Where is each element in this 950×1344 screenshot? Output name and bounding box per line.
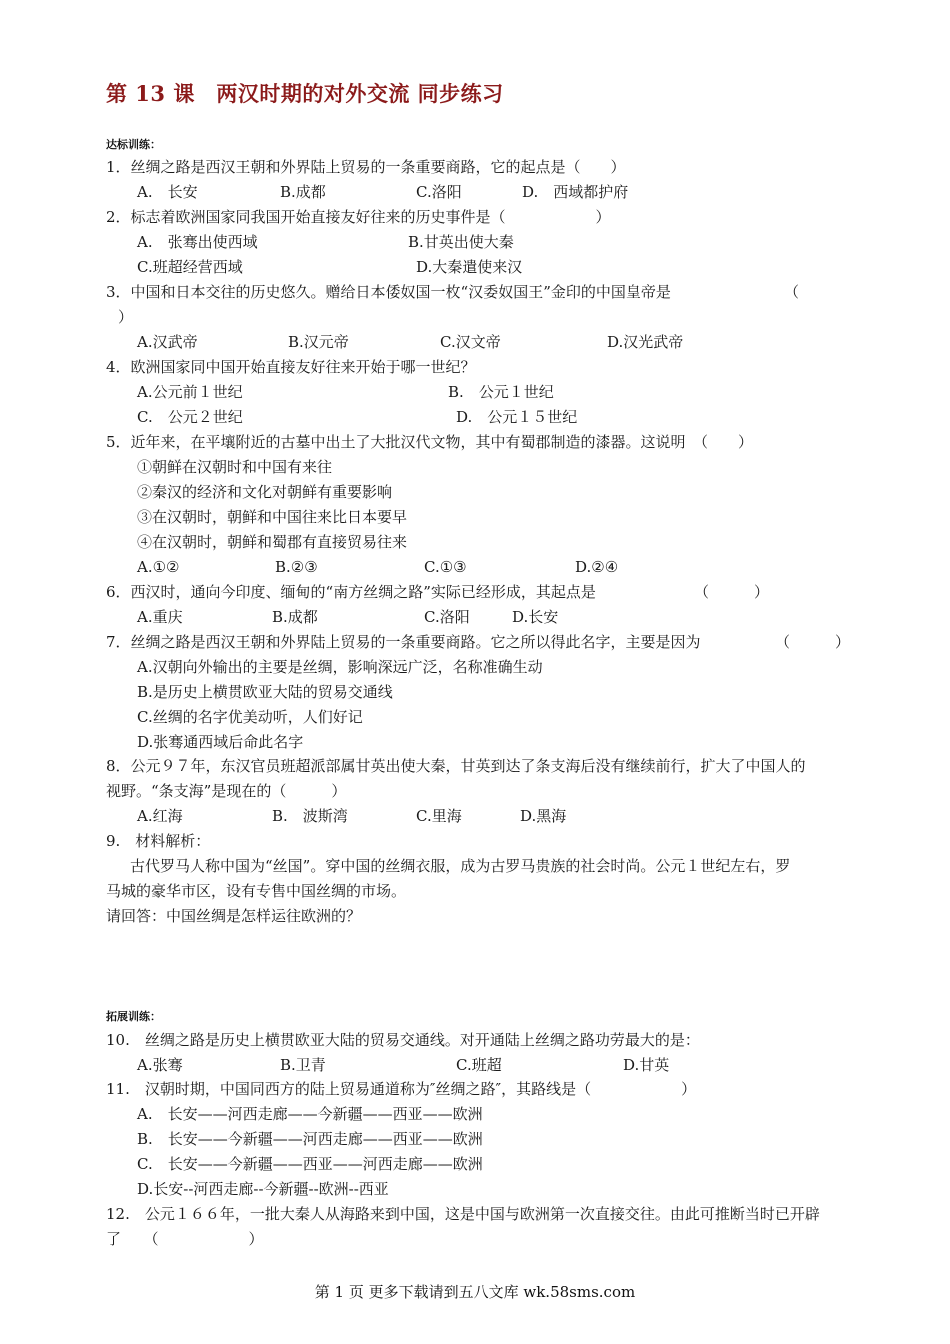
question-8-option-d: D.黑海 bbox=[520, 807, 567, 825]
question-7-option-b: B.是历史上横贯欧亚大陆的贸易交通线 bbox=[137, 683, 393, 701]
section-heading-extended: 拓展训练： bbox=[106, 1010, 161, 1023]
question-1-stem: 1．丝绸之路是西汉王朝和外界陆上贸易的一条重要商路，它的起点是（ ） bbox=[106, 158, 626, 176]
question-6-option-a: A.重庆 bbox=[137, 608, 183, 626]
question-6-option-b: B.成都 bbox=[272, 608, 318, 626]
page-title: 第 13 课 两汉时期的对外交流 同步练习 bbox=[106, 81, 504, 106]
question-10-option-b: B.卫青 bbox=[280, 1056, 326, 1074]
question-10-option-c: C.班超 bbox=[456, 1056, 502, 1074]
question-5-statement-4: ④在汉朝时，朝鲜和蜀郡有直接贸易往来 bbox=[137, 533, 408, 551]
question-2-stem: 2．标志着欧洲国家同我国开始直接友好往来的历史事件是（ ） bbox=[106, 208, 611, 226]
question-9-label: 9. 材料解析： bbox=[106, 832, 211, 850]
question-8-stem-cont: 视野。“条支海”是现在的（ ） bbox=[106, 782, 347, 800]
question-12-stem-cont: 了 （ ） bbox=[106, 1230, 264, 1248]
question-10-stem: 10. 丝绸之路是历史上横贯欧亚大陆的贸易交通线。对开通陆上丝绸之路功劳最大的是： bbox=[106, 1031, 700, 1049]
question-2-option-c: C.班超经营西域 bbox=[137, 258, 243, 276]
question-7-answer-paren: （ ） bbox=[775, 633, 851, 651]
question-3-option-a: A.汉武帝 bbox=[137, 333, 198, 351]
question-6-answer-paren: （ ） bbox=[694, 583, 770, 601]
question-3-option-c: C.汉文帝 bbox=[440, 333, 501, 351]
question-4-option-c: C. 公元２世纪 bbox=[137, 408, 243, 426]
question-10-option-d: D.甘英 bbox=[623, 1056, 670, 1074]
question-4-option-b: B. 公元１世纪 bbox=[448, 383, 554, 401]
question-2-option-d: D.大秦遣使来汉 bbox=[416, 258, 523, 276]
question-5-option-b: B.②③ bbox=[275, 558, 318, 576]
question-3-stem: 3．中国和日本交往的历史悠久。赠给日本倭奴国一枚“汉委奴国王”金印的中国皇帝是 bbox=[106, 283, 671, 301]
question-6-option-c: C.洛阳 bbox=[424, 608, 470, 626]
question-3-option-b: B.汉元帝 bbox=[288, 333, 349, 351]
question-3-option-d: D.汉光武帝 bbox=[607, 333, 684, 351]
question-1-option-b: B.成都 bbox=[280, 183, 326, 201]
question-5-stem: 5．近年来，在平壤附近的古墓中出土了大批汉代文物，其中有蜀郡制造的漆器。这说明 （ ） bbox=[106, 433, 754, 451]
question-8-option-a: A.红海 bbox=[137, 807, 183, 825]
question-7-option-d: D.张骞通西域后命此名字 bbox=[137, 733, 304, 751]
question-7-option-a: A.汉朝向外输出的主要是丝绸，影响深远广泛，名称准确生动 bbox=[137, 658, 543, 676]
question-11-option-a: A. 长安——河西走廊——今新疆——西亚——欧洲 bbox=[137, 1105, 483, 1123]
question-9-prompt: 请回答：中国丝绸是怎样运往欧洲的？ bbox=[106, 907, 362, 925]
question-5-statement-3: ③在汉朝时，朝鲜和中国往来比日本要早 bbox=[137, 508, 408, 526]
question-12-stem: 12. 公元１６６年，一批大秦人从海路来到中国，这是中国与欧洲第一次直接交往。由此可推断当时已开辟 bbox=[106, 1205, 820, 1223]
question-8-option-b: B. 波斯湾 bbox=[272, 807, 348, 825]
question-6-stem: 6．西汉时，通向今印度、缅甸的“南方丝绸之路”实际已经形成，其起点是 bbox=[106, 583, 596, 601]
question-5-option-c: C.①③ bbox=[424, 558, 467, 576]
question-11-option-b: B. 长安——今新疆——河西走廊——西亚——欧洲 bbox=[137, 1130, 483, 1148]
question-11-option-d: D.长安--河西走廊--今新疆--欧洲--西亚 bbox=[137, 1180, 389, 1198]
question-5-option-a: A.①② bbox=[137, 558, 180, 576]
question-2-option-a: A. 张骞出使西域 bbox=[137, 233, 258, 251]
question-11-stem: 11. 汉朝时期，中国同西方的陆上贸易通道称为″丝绸之路″，其路线是（ ） bbox=[106, 1080, 697, 1098]
question-5-statement-1: ①朝鲜在汉朝时和中国有来往 bbox=[137, 458, 333, 476]
question-5-statement-2: ②秦汉的经济和文化对朝鲜有重要影响 bbox=[137, 483, 393, 501]
question-1-option-c: C.洛阳 bbox=[416, 183, 462, 201]
question-10-option-a: A.张骞 bbox=[137, 1056, 183, 1074]
question-4-option-a: A.公元前１世纪 bbox=[137, 383, 243, 401]
question-9-material-line-1: 古代罗马人称中国为“丝国”。穿中国的丝绸衣服，成为古罗马贵族的社会时尚。公元１世纪左右，罗 bbox=[130, 857, 791, 875]
question-1-option-a: A. 长安 bbox=[137, 183, 198, 201]
question-4-stem: 4．欧洲国家同中国开始直接友好往来开始于哪一世纪？ bbox=[106, 358, 476, 376]
question-8-option-c: C.里海 bbox=[416, 807, 462, 825]
question-3-paren-open: （ bbox=[784, 283, 800, 301]
question-6-option-d: D.长安 bbox=[512, 608, 559, 626]
question-11-option-c: C. 长安——今新疆——西亚——河西走廊——欧洲 bbox=[137, 1155, 483, 1173]
question-4-option-d: D. 公元１５世纪 bbox=[456, 408, 578, 426]
question-5-option-d: D.②④ bbox=[575, 558, 619, 576]
question-1-option-d: D. 西域都护府 bbox=[522, 183, 629, 201]
page-footer: 第 1 页 更多下载请到五八文库 wk.58sms.com bbox=[314, 1283, 636, 1301]
section-heading-basic: 达标训练： bbox=[106, 138, 161, 151]
question-8-stem: 8．公元９７年，东汉官员班超派部属甘英出使大秦，甘英到达了条支海后没有继续前行，扩大了中国人的 bbox=[106, 757, 806, 775]
question-7-option-c: C.丝绸的名字优美动听，人们好记 bbox=[137, 708, 363, 726]
question-2-option-b: B.甘英出使大秦 bbox=[408, 233, 514, 251]
question-3-paren-close: ） bbox=[118, 308, 134, 326]
question-9-material-line-2: 马城的豪华市区，设有专售中国丝绸的市场。 bbox=[106, 882, 407, 900]
question-7-stem: 7．丝绸之路是西汉王朝和外界陆上贸易的一条重要商路。它之所以得此名字，主要是因为 bbox=[106, 633, 701, 651]
